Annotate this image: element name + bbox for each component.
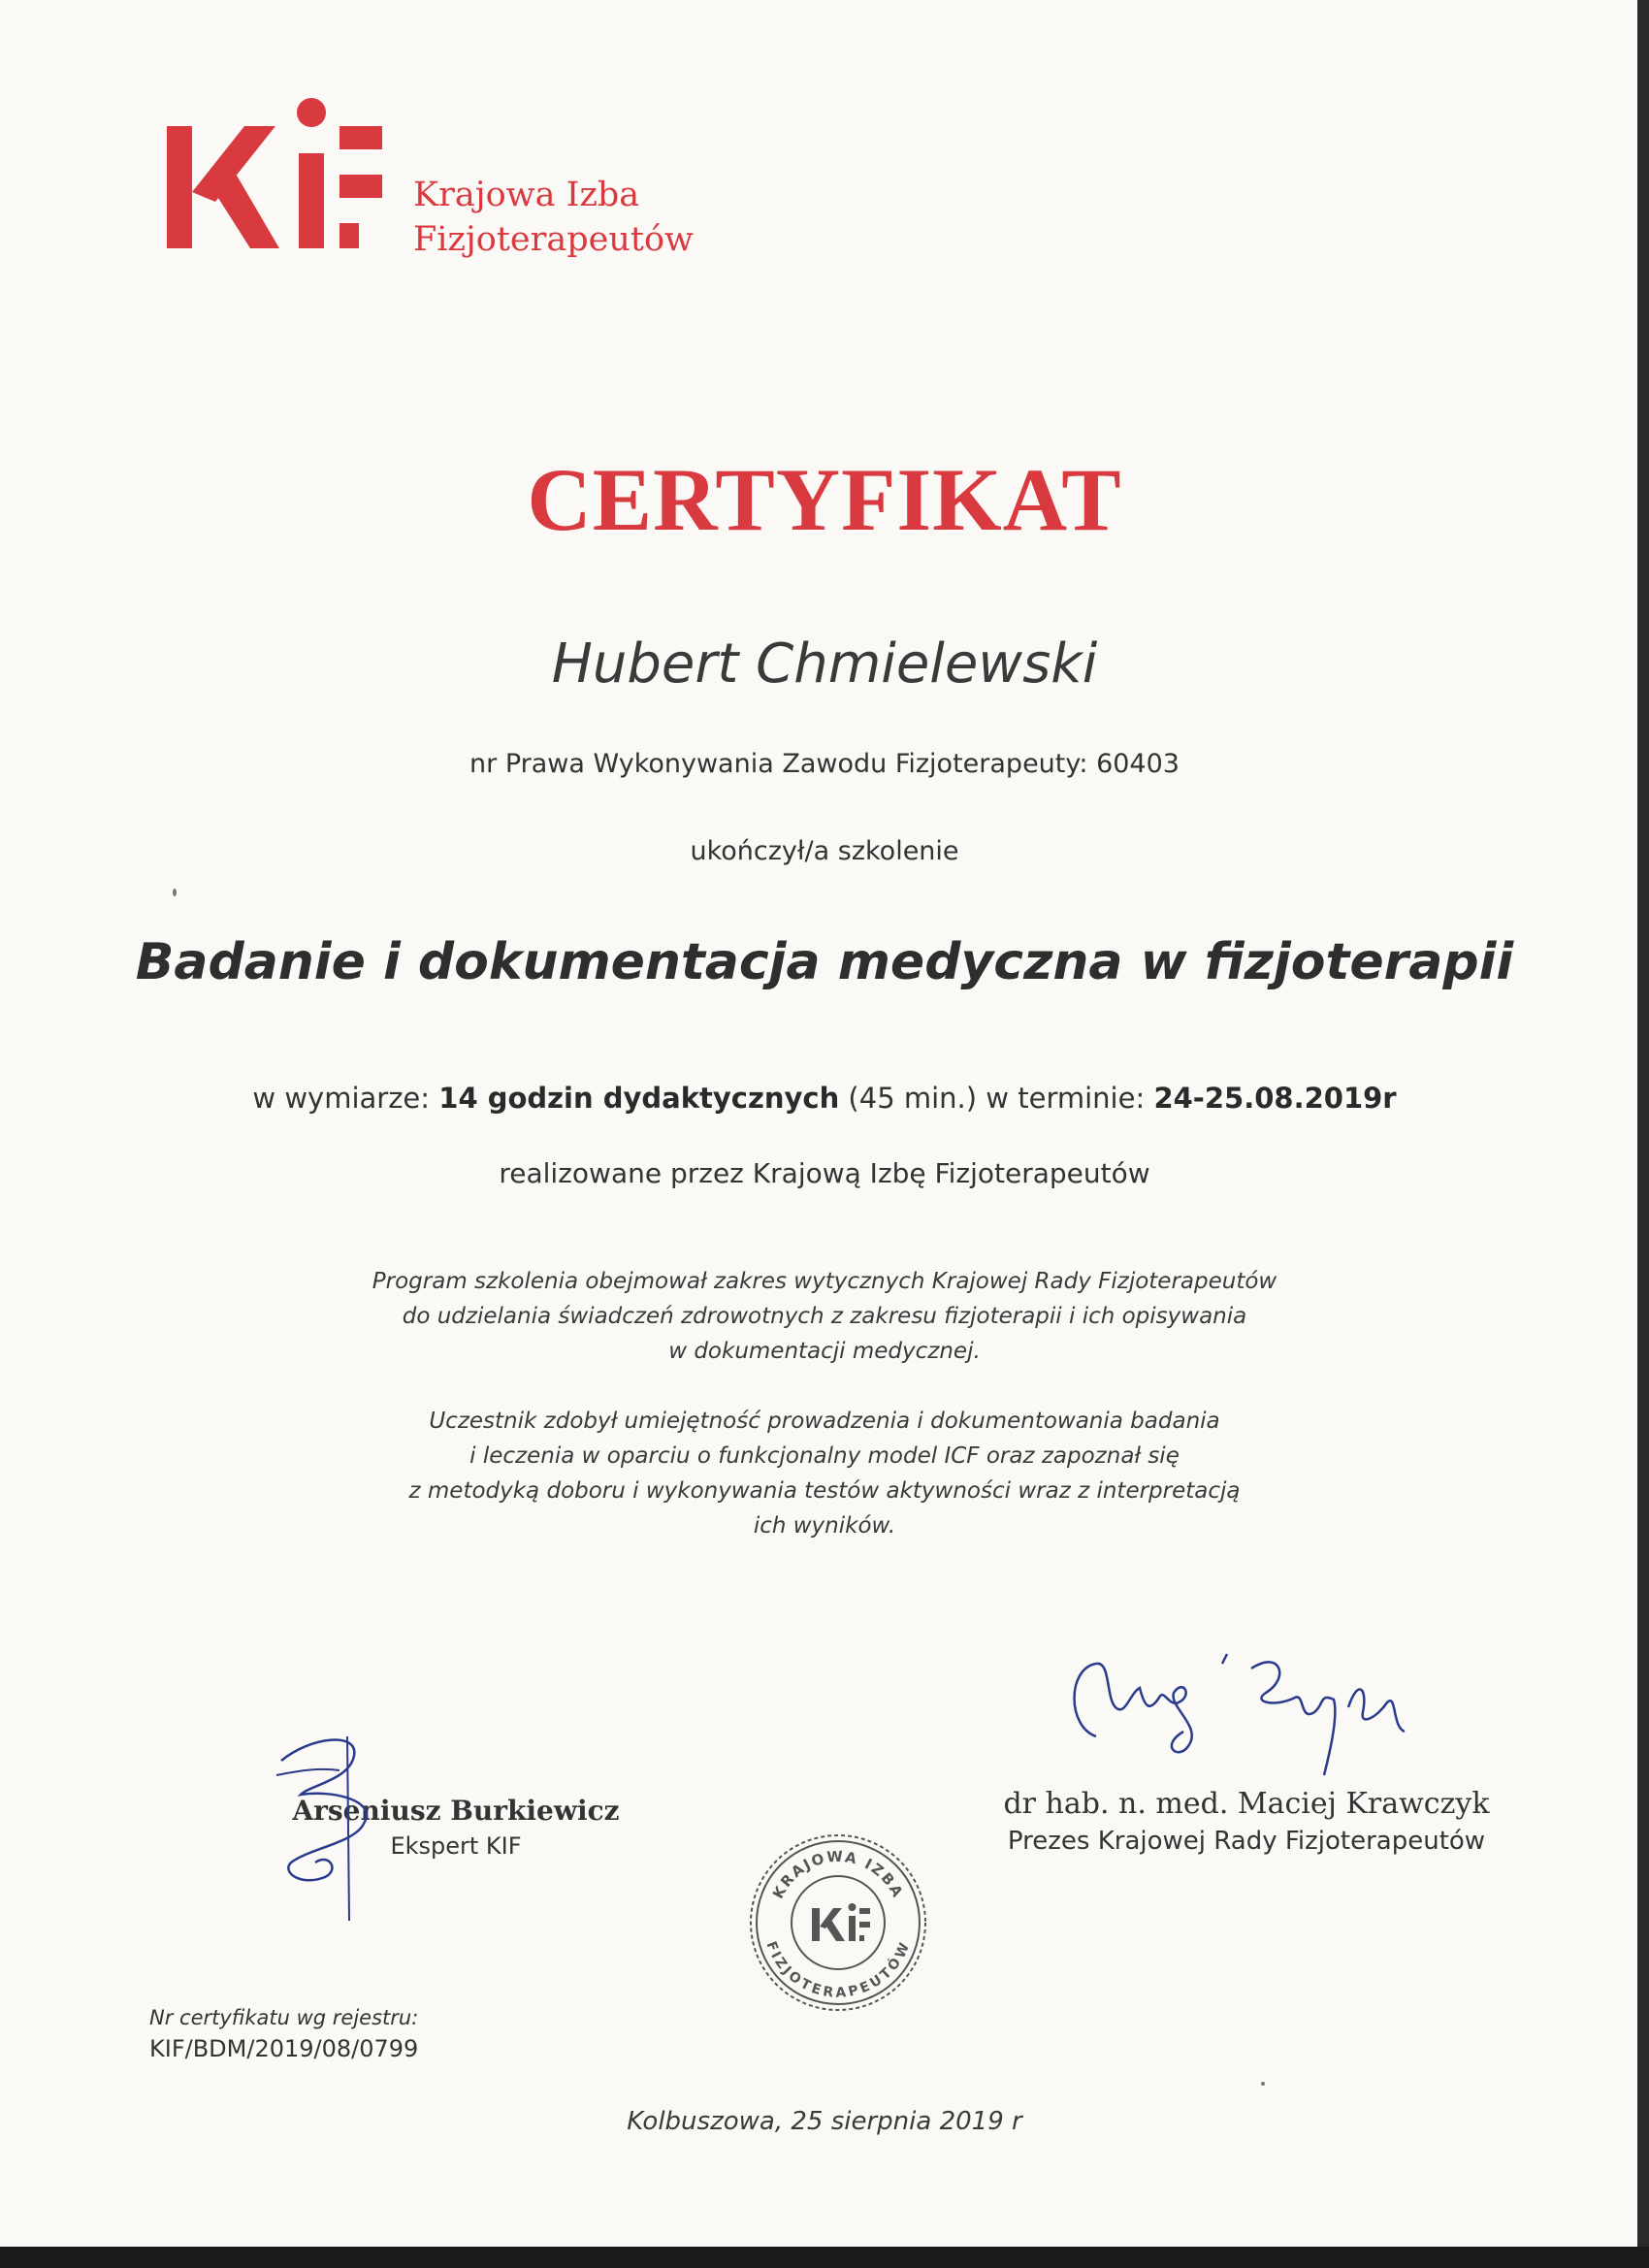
official-seal-stamp	[748, 1832, 928, 2013]
hours-amount: 14 godzin dydaktycznych	[438, 1082, 840, 1115]
stamp-top-text: KRAJOWA IZBA	[768, 1847, 908, 1902]
scan-edge	[1637, 0, 1649, 2247]
course-title: Badanie i dokumentacja medyczna w fizjoterapii	[135, 933, 1514, 991]
org-name-line: Krajowa Izba	[413, 176, 640, 214]
handwritten-signature	[272, 1717, 427, 1930]
stamp-bottom-text: FIZJOTERAPEUTÓW	[762, 1939, 914, 2001]
completion-text: ukończył/a szkolenie	[690, 836, 959, 866]
kif-logo-icon	[165, 76, 388, 260]
signer-role: Ekspert KIF	[390, 1832, 522, 1860]
handwritten-signature	[1057, 1639, 1426, 1785]
license-number: nr Prawa Wykonywania Zawodu Fizjoterapeuty: 60403	[469, 749, 1180, 779]
skills-line: ich wyników.	[753, 1513, 896, 1539]
certificate-title: CERTYFIKAT	[527, 450, 1122, 549]
signer-role: Prezes Krajowej Rady Fizjoterapeutów	[1007, 1827, 1486, 1856]
organizer-text: realizowane przez Krajową Izbę Fizjoterapeutów	[499, 1157, 1150, 1189]
registry-number: KIF/BDM/2019/08/0799	[149, 2035, 419, 2062]
program-line: do udzielania świadczeń zdrowotnych z zakresu fizjoterapii i ich opisywania	[402, 1304, 1247, 1329]
kif-logo	[165, 76, 708, 260]
scan-edge	[0, 2247, 1649, 2268]
place-and-date: Kolbuszowa, 25 sierpnia 2019 r	[627, 2107, 1022, 2136]
program-line: w dokumentacji medycznej.	[668, 1339, 981, 1364]
signer-name: Arseniusz Burkiewicz	[292, 1795, 620, 1827]
program-description	[0, 1264, 1649, 1369]
hours-middle: (45 min.) w terminie:	[839, 1082, 1154, 1115]
recipient-name: Hubert Chmielewski	[551, 632, 1098, 696]
hours-prefix: w wymiarze:	[252, 1082, 439, 1115]
course-hours	[0, 1082, 1649, 1115]
svg-text:KRAJOWA IZBA	[769, 1848, 907, 1902]
skills-line: i leczenia w oparciu o funkcjonalny model ICF oraz zapoznał się	[469, 1443, 1180, 1469]
program-line: Program szkolenia obejmował zakres wytycznych Krajowej Rady Fizjoterapeutów	[372, 1269, 1277, 1294]
stamp-logo-icon	[812, 1903, 870, 1941]
signer-name: dr hab. n. med. Maciej Krawczyk	[1003, 1787, 1490, 1821]
skills-description	[0, 1404, 1649, 1543]
registry-label: Nr certyfikatu wg rejestru:	[149, 2006, 419, 2029]
scan-speck	[173, 889, 177, 896]
signature-block-president	[970, 1787, 1523, 1856]
course-dates: 24-25.08.2019r	[1153, 1082, 1397, 1115]
org-name-line: Fizjoterapeutów	[413, 220, 694, 259]
skills-line: Uczestnik zdobył umiejętność prowadzenia i dokumentowania badania	[429, 1409, 1220, 1434]
certificate-registry	[149, 2006, 418, 2062]
skills-line: z metodyką doboru i wykonywania testów aktywności wraz z interpretacją	[408, 1478, 1241, 1504]
org-name	[413, 173, 694, 262]
scan-speck	[1261, 2082, 1265, 2086]
